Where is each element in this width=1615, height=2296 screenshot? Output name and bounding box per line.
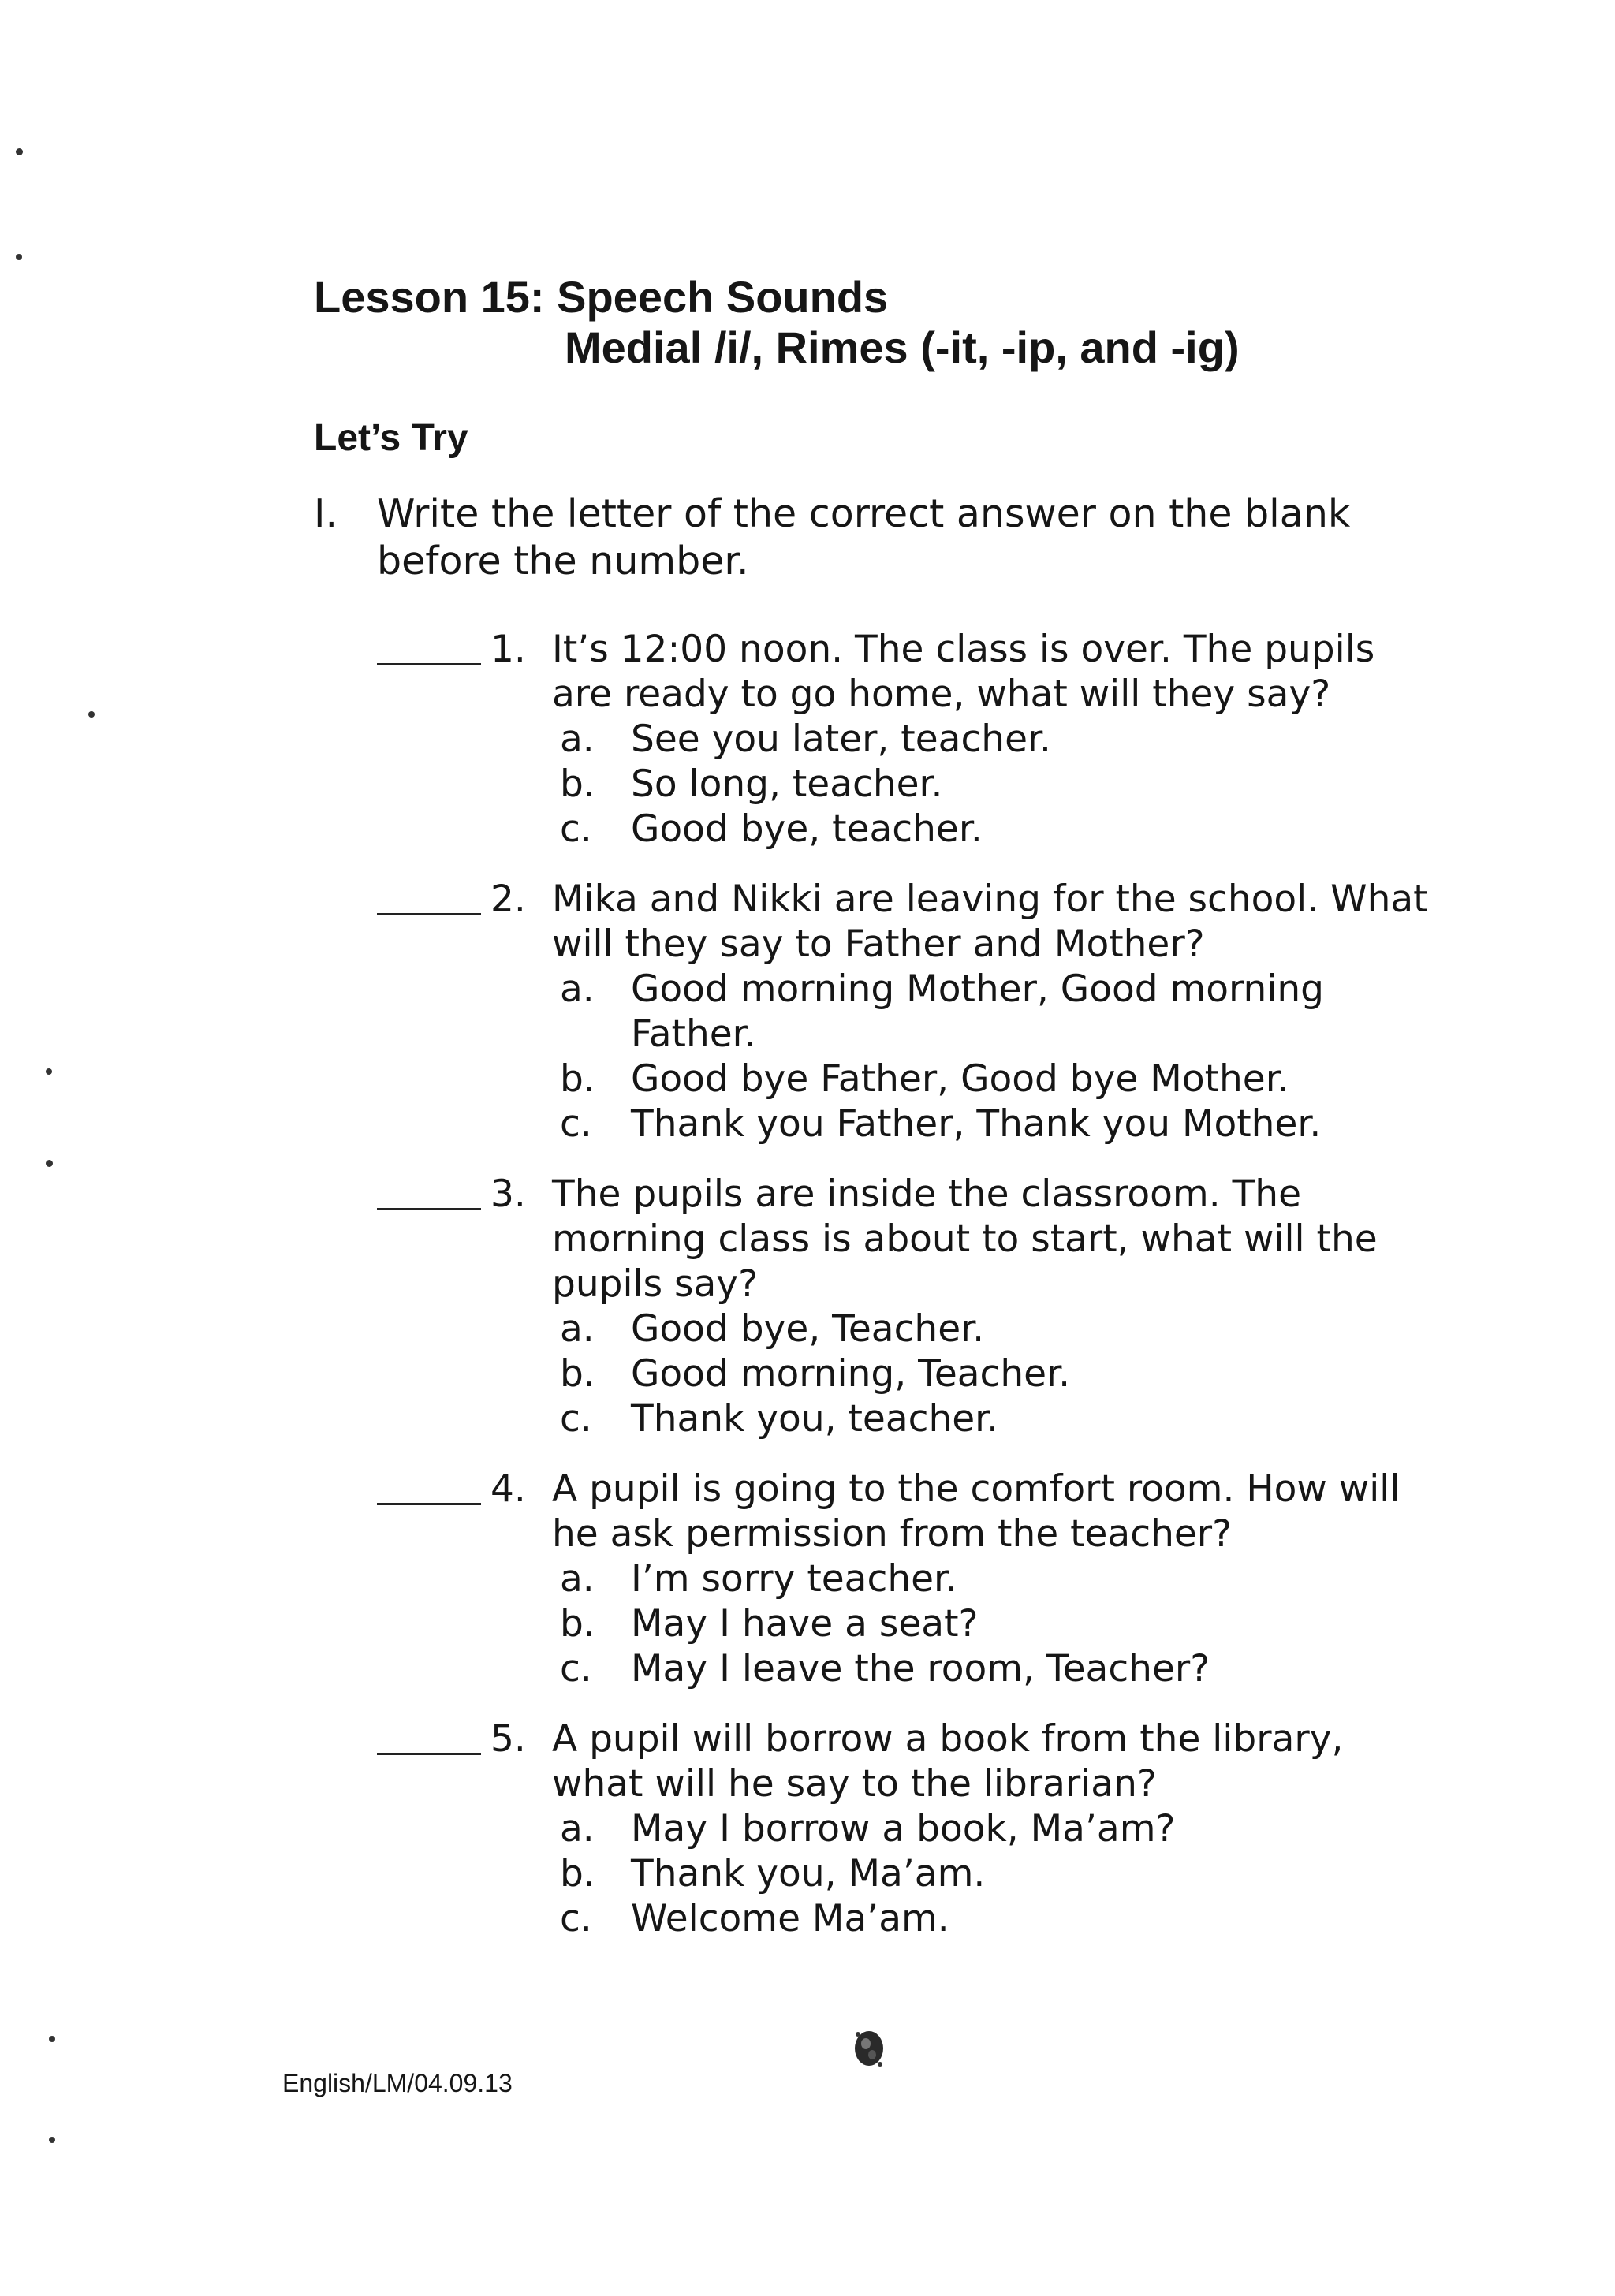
option-letter: c. <box>560 1102 592 1146</box>
question-stem: It’s 12:00 noon. The class is over. The pupils are ready to go home, what will they say? <box>552 628 1375 716</box>
lesson-title <box>314 272 1240 373</box>
scan-speck <box>16 254 22 260</box>
scan-speck <box>46 1160 53 1167</box>
question-item <box>377 1716 1442 1941</box>
page-mark-icon <box>850 2025 888 2072</box>
option-b <box>560 1057 1442 1101</box>
question-number: 4. <box>490 1467 526 1511</box>
question-stem: Mika and Nikki are leaving for the school. What will they say to Father and Mother? <box>552 878 1428 966</box>
scan-speck <box>88 711 95 718</box>
option-c <box>560 1396 1442 1441</box>
option-text: Thank you Father, Thank you Mother. <box>631 1102 1322 1146</box>
option-b <box>560 1851 1442 1896</box>
option-text: May I borrow a book, Ma’am? <box>631 1807 1176 1851</box>
option-text: See you later, teacher. <box>631 718 1051 761</box>
option-b <box>560 1351 1442 1396</box>
option-letter: c. <box>560 1397 592 1441</box>
option-letter: b. <box>560 762 595 806</box>
option-a <box>560 717 1442 762</box>
answer-blank[interactable] <box>377 663 481 665</box>
option-a <box>560 1806 1442 1851</box>
question-number: 2. <box>490 878 526 921</box>
option-a <box>560 1306 1442 1351</box>
scan-speck <box>49 2137 55 2143</box>
answer-blank[interactable] <box>377 1503 481 1505</box>
option-letter: a. <box>560 718 595 761</box>
question-item <box>377 877 1442 1146</box>
option-text: May I leave the room, Teacher? <box>631 1647 1210 1690</box>
lesson-title-line-2: Medial /i/, Rimes (-it, -ip, and -ig) <box>565 322 1240 372</box>
option-text: Good morning Mother, Good morning Father. <box>631 967 1325 1056</box>
option-text: Good bye, teacher. <box>631 807 983 851</box>
option-b <box>560 1601 1442 1646</box>
option-letter: b. <box>560 1852 595 1895</box>
option-letter: c. <box>560 807 592 851</box>
section-heading: Let’s Try <box>314 417 468 459</box>
lesson-title-line-1: Lesson 15: Speech Sounds <box>314 272 889 322</box>
option-a <box>560 967 1442 1057</box>
answer-blank[interactable] <box>377 913 481 915</box>
instruction <box>314 490 1418 583</box>
question-item <box>377 1172 1442 1441</box>
option-c <box>560 807 1442 852</box>
instruction-numeral: I. <box>314 491 338 536</box>
option-text: Thank you, Ma’am. <box>631 1852 986 1895</box>
option-a <box>560 1556 1442 1601</box>
answer-blank[interactable] <box>377 1753 481 1755</box>
option-letter: b. <box>560 1057 595 1101</box>
question-number: 5. <box>490 1717 526 1761</box>
question-number: 3. <box>490 1172 526 1216</box>
option-text: Good bye, Teacher. <box>631 1307 985 1351</box>
question-item <box>377 627 1442 852</box>
option-text: Welcome Ma’am. <box>631 1897 949 1940</box>
option-letter: b. <box>560 1352 595 1396</box>
footer-code: English/LM/04.09.13 <box>282 2069 513 2097</box>
question-stem: The pupils are inside the classroom. The morning class is about to start, what will the pupils say? <box>552 1172 1378 1306</box>
option-letter: a. <box>560 967 595 1011</box>
option-text: I’m sorry teacher. <box>631 1557 957 1601</box>
option-letter: c. <box>560 1647 592 1690</box>
option-text: Good bye Father, Good bye Mother. <box>631 1057 1289 1101</box>
option-c <box>560 1896 1442 1941</box>
question-stem: A pupil will borrow a book from the library, what will he say to the librarian? <box>552 1717 1344 1806</box>
option-letter: b. <box>560 1602 595 1646</box>
option-b <box>560 762 1442 807</box>
option-letter: c. <box>560 1897 592 1940</box>
option-letter: a. <box>560 1807 595 1851</box>
scan-speck <box>16 148 23 155</box>
scan-speck <box>46 1068 52 1075</box>
question-stem: A pupil is going to the comfort room. How will he ask permission from the teacher? <box>552 1467 1401 1556</box>
option-text: So long, teacher. <box>631 762 943 806</box>
option-c <box>560 1646 1442 1691</box>
instruction-text: Write the letter of the correct answer on the blank before the number. <box>377 491 1351 583</box>
option-text: Thank you, teacher. <box>631 1397 999 1441</box>
question-list <box>377 627 1442 1966</box>
question-item <box>377 1467 1442 1691</box>
option-letter: a. <box>560 1557 595 1601</box>
option-text: Good morning, Teacher. <box>631 1352 1071 1396</box>
option-text: May I have a seat? <box>631 1602 979 1646</box>
option-letter: a. <box>560 1307 595 1351</box>
option-c <box>560 1101 1442 1146</box>
scan-speck <box>49 2036 55 2042</box>
question-number: 1. <box>490 628 526 671</box>
answer-blank[interactable] <box>377 1208 481 1210</box>
